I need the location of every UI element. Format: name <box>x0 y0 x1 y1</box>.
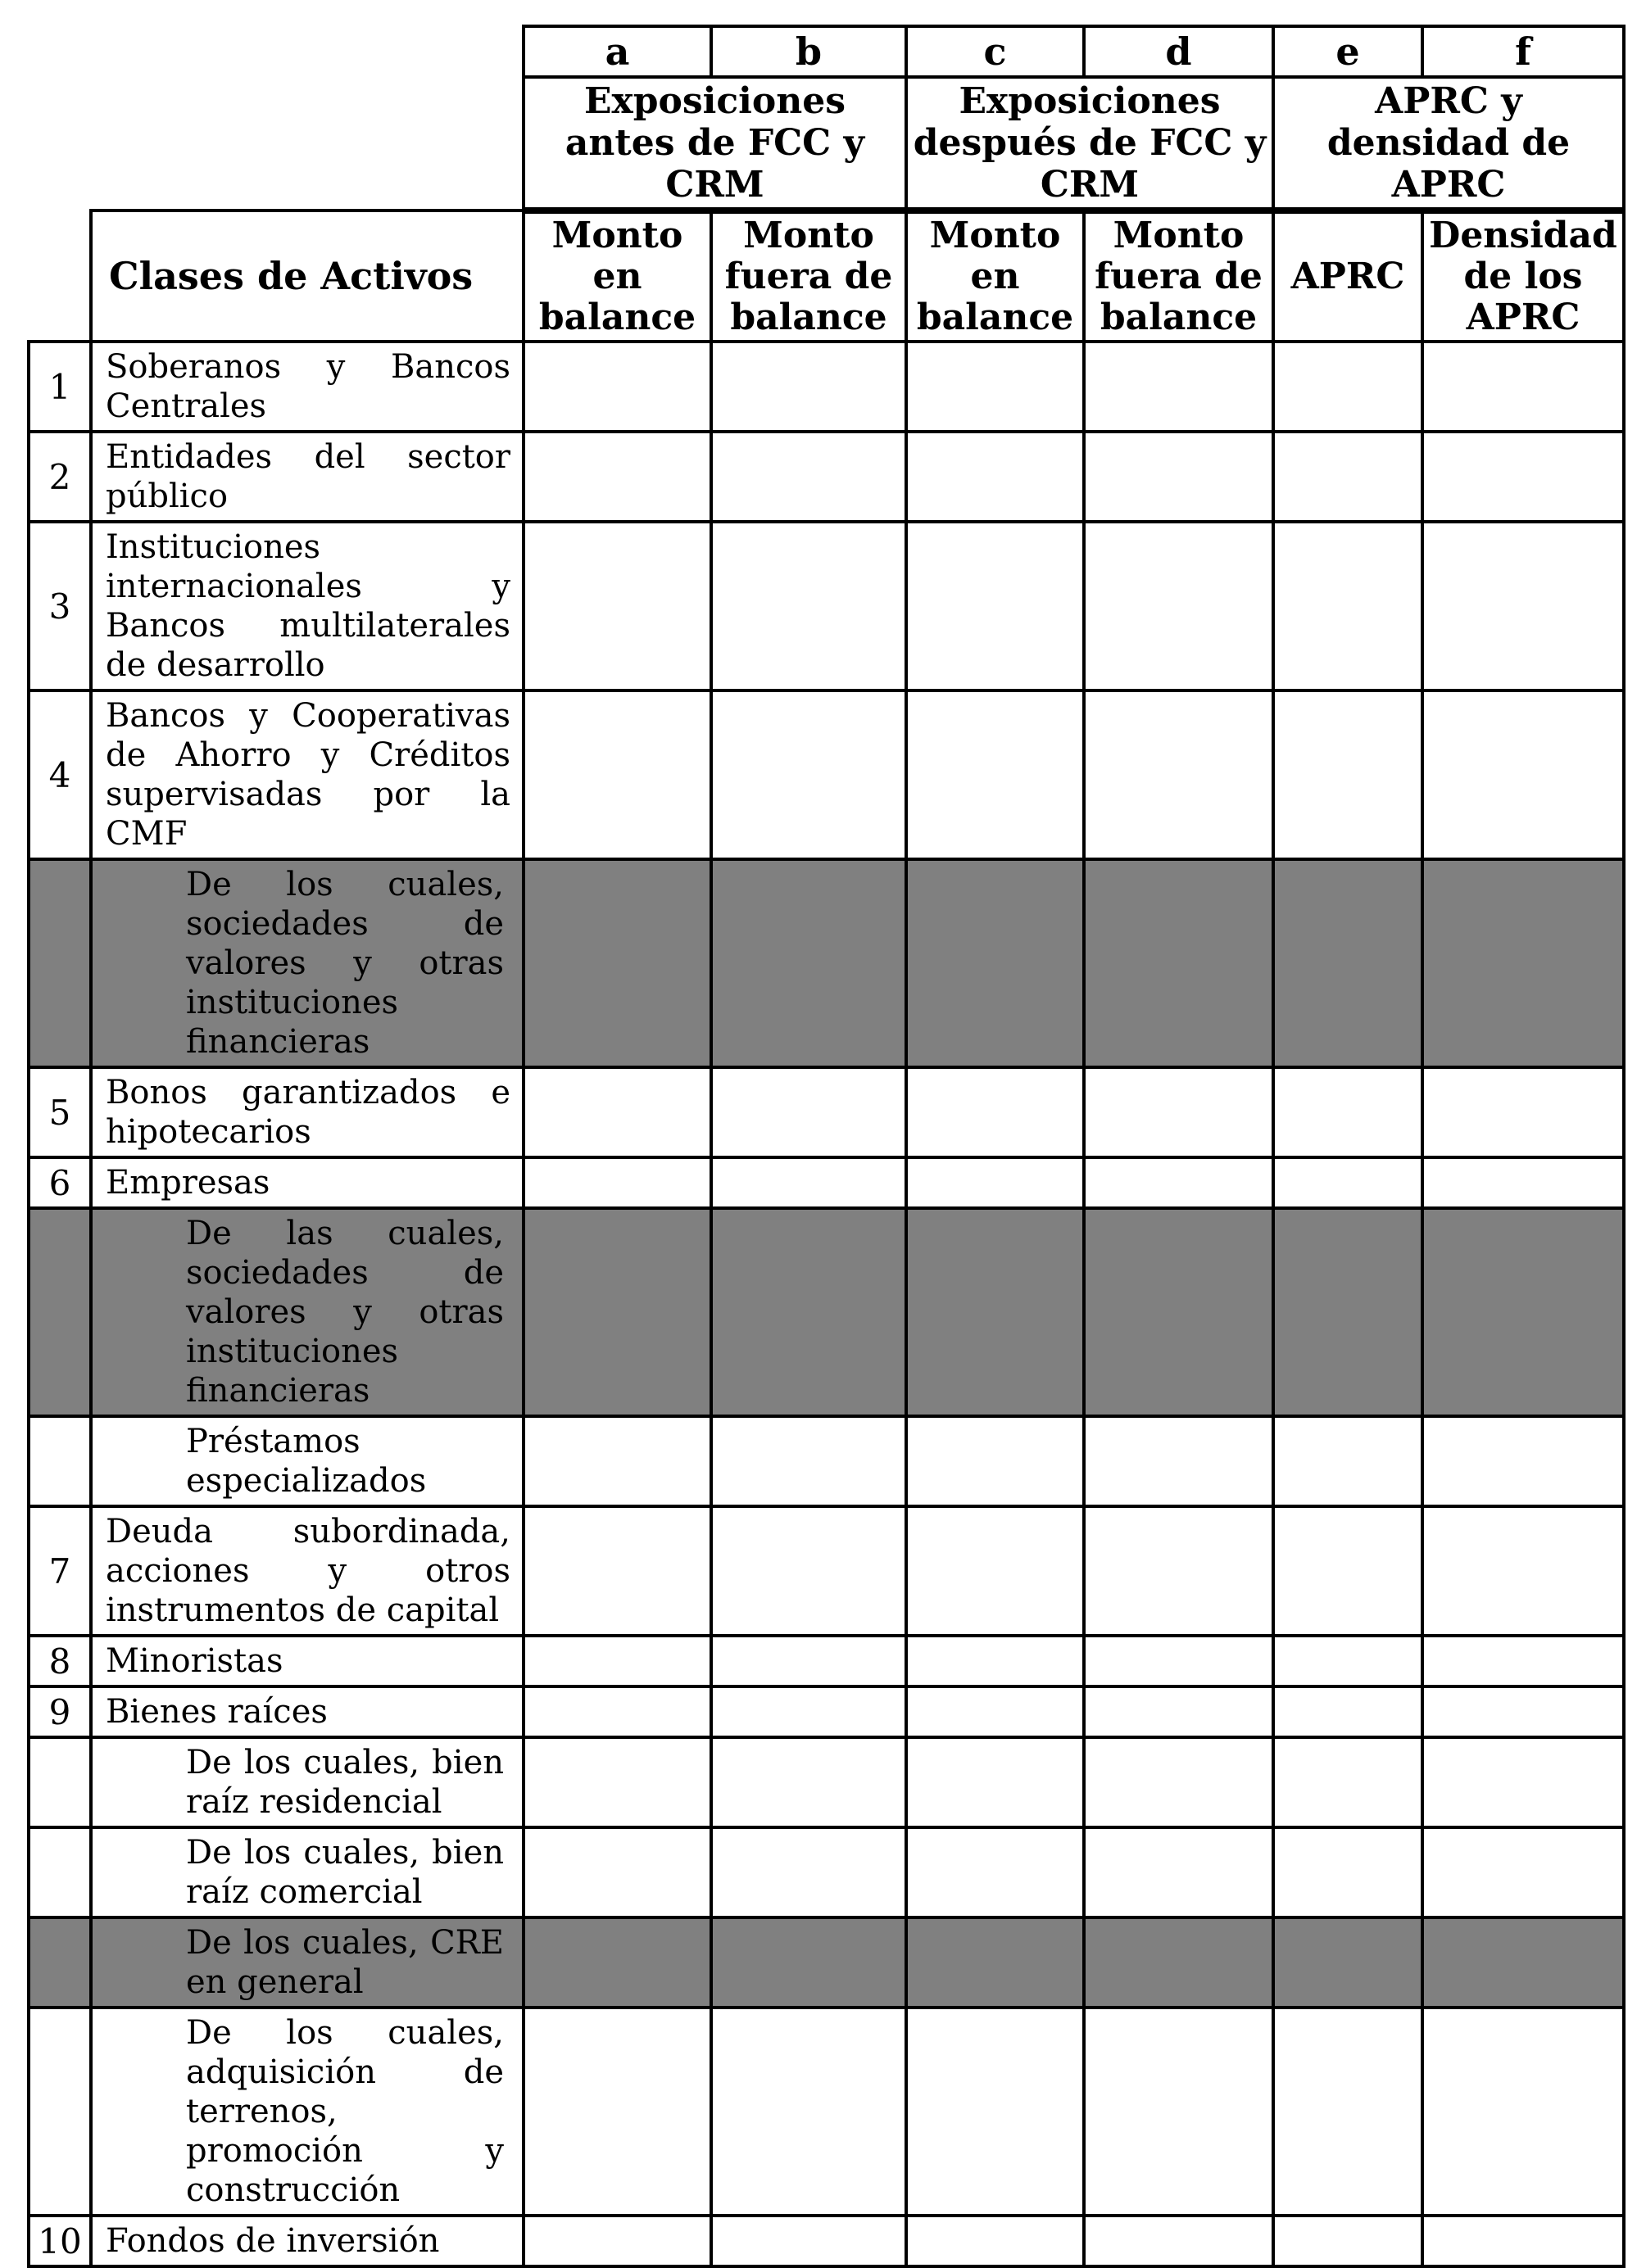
data-cell <box>524 1416 711 1506</box>
data-cell <box>906 1208 1084 1416</box>
data-cell <box>1273 1416 1422 1506</box>
data-cell <box>524 1157 711 1208</box>
column-header-aprc: APRC <box>1273 211 1422 342</box>
column-header-monto-en-balance-a: Monto en balance <box>524 211 711 342</box>
data-cell <box>1273 1157 1422 1208</box>
table-row-highlighted <box>29 1917 1624 2008</box>
asset-class-label: De las cuales, sociedades de valores y otras instituciones financieras <box>91 1208 524 1416</box>
row-number <box>29 1737 91 1827</box>
data-cell <box>906 1686 1084 1737</box>
data-cell <box>1084 1636 1273 1686</box>
table-row <box>29 1416 1624 1506</box>
data-cell <box>711 522 906 690</box>
data-cell <box>1422 1686 1624 1737</box>
data-cell <box>711 2008 906 2216</box>
asset-class-label: Entidades del sector público <box>91 432 524 522</box>
data-cell <box>1422 690 1624 859</box>
group-header-row <box>29 77 1624 211</box>
data-cell <box>1084 1737 1273 1827</box>
data-cell <box>524 2216 711 2266</box>
data-cell <box>1084 432 1273 522</box>
data-cell <box>524 342 711 432</box>
data-cell <box>524 2008 711 2216</box>
data-cell <box>1084 1686 1273 1737</box>
data-cell <box>1084 1827 1273 1917</box>
table-row <box>29 522 1624 690</box>
asset-class-label: De los cuales, CRE en general <box>91 1917 524 2008</box>
table-row <box>29 2008 1624 2216</box>
group-header-exposiciones-despues: Exposiciones después de FCC y CRM <box>906 77 1273 211</box>
data-cell <box>711 1917 906 2008</box>
asset-class-header: Clases de Activos <box>91 211 524 342</box>
row-number: 10 <box>29 2216 91 2266</box>
data-cell <box>1422 1416 1624 1506</box>
row-number <box>29 1917 91 2008</box>
row-number: 2 <box>29 432 91 522</box>
table-row <box>29 1737 1624 1827</box>
data-cell <box>1084 1506 1273 1636</box>
data-cell <box>906 1067 1084 1157</box>
data-cell <box>1084 2216 1273 2266</box>
data-cell <box>1273 432 1422 522</box>
column-header-monto-en-balance-c: Monto en balance <box>906 211 1084 342</box>
asset-class-label: Bancos y Cooperativas de Ahorro y Créditos supervisadas por la CMF <box>91 690 524 859</box>
data-cell <box>906 1506 1084 1636</box>
table-row <box>29 1827 1624 1917</box>
data-cell <box>524 1067 711 1157</box>
asset-class-label: De los cuales, bien raíz comercial <box>91 1827 524 1917</box>
row-number: 9 <box>29 1686 91 1737</box>
column-header-row <box>29 211 1624 342</box>
data-cell <box>711 690 906 859</box>
data-cell <box>1422 1157 1624 1208</box>
column-letter-d: d <box>1084 26 1273 77</box>
data-cell <box>524 1737 711 1827</box>
table-row <box>29 1067 1624 1157</box>
data-cell <box>524 1506 711 1636</box>
column-header-densidad-aprc: Densidad de los APRC <box>1422 211 1624 342</box>
data-cell <box>1084 859 1273 1067</box>
data-cell <box>1422 2216 1624 2266</box>
data-cell <box>524 690 711 859</box>
table-row <box>29 432 1624 522</box>
data-cell <box>1273 859 1422 1067</box>
row-number: 4 <box>29 690 91 859</box>
data-cell <box>906 859 1084 1067</box>
data-cell <box>711 1506 906 1636</box>
asset-class-label: De los cuales, bien raíz residencial <box>91 1737 524 1827</box>
data-cell <box>524 1636 711 1686</box>
data-cell <box>1422 342 1624 432</box>
data-cell <box>1084 1157 1273 1208</box>
data-cell <box>1084 1067 1273 1157</box>
data-cell <box>711 1686 906 1737</box>
asset-class-label: Deuda subordinada, acciones y otros instrumentos de capital <box>91 1506 524 1636</box>
asset-class-label: De los cuales, adquisición de terrenos, promoción y construcción <box>91 2008 524 2216</box>
data-cell <box>1273 1686 1422 1737</box>
data-cell <box>524 522 711 690</box>
data-cell <box>906 522 1084 690</box>
data-cell <box>1084 690 1273 859</box>
header-spacer <box>29 77 524 211</box>
data-cell <box>1273 1827 1422 1917</box>
data-cell <box>1084 522 1273 690</box>
data-cell <box>1422 432 1624 522</box>
data-cell <box>711 859 906 1067</box>
data-cell <box>1273 1636 1422 1686</box>
asset-class-label: Empresas <box>91 1157 524 1208</box>
data-cell <box>1422 859 1624 1067</box>
data-cell <box>711 1416 906 1506</box>
data-cell <box>1422 1917 1624 2008</box>
data-cell <box>711 342 906 432</box>
data-cell <box>1422 522 1624 690</box>
data-cell <box>1422 1067 1624 1157</box>
data-cell <box>906 2216 1084 2266</box>
table-row-highlighted <box>29 1208 1624 1416</box>
data-cell <box>711 2216 906 2266</box>
data-cell <box>1084 1208 1273 1416</box>
row-number <box>29 1208 91 1416</box>
asset-class-label: Préstamos especializados <box>91 1416 524 1506</box>
data-cell <box>1273 1506 1422 1636</box>
header-spacer <box>29 26 524 77</box>
row-number: 8 <box>29 1636 91 1686</box>
data-cell <box>1273 690 1422 859</box>
data-cell <box>711 1067 906 1157</box>
column-header-monto-fuera-balance-d: Monto fuera de balance <box>1084 211 1273 342</box>
data-cell <box>906 1416 1084 1506</box>
data-cell <box>711 1636 906 1686</box>
data-cell <box>1084 1917 1273 2008</box>
column-header-monto-fuera-balance-b: Monto fuera de balance <box>711 211 906 342</box>
data-cell <box>906 1737 1084 1827</box>
table-row <box>29 1157 1624 1208</box>
asset-class-label: Minoristas <box>91 1636 524 1686</box>
data-cell <box>711 432 906 522</box>
data-cell <box>524 859 711 1067</box>
data-cell <box>524 1686 711 1737</box>
asset-class-label: Bonos garantizados e hipotecarios <box>91 1067 524 1157</box>
header-spacer <box>29 211 91 342</box>
data-cell <box>1273 2008 1422 2216</box>
row-number: 6 <box>29 1157 91 1208</box>
table-row <box>29 342 1624 432</box>
data-cell <box>524 1208 711 1416</box>
row-number: 3 <box>29 522 91 690</box>
asset-class-label: De los cuales, sociedades de valores y otras instituciones financieras <box>91 859 524 1067</box>
data-cell <box>906 690 1084 859</box>
data-cell <box>711 1737 906 1827</box>
data-cell <box>906 1917 1084 2008</box>
asset-classes-table <box>27 25 1626 2268</box>
data-cell <box>1273 522 1422 690</box>
data-cell <box>906 2008 1084 2216</box>
column-letter-b: b <box>711 26 906 77</box>
table-row-highlighted <box>29 859 1624 1067</box>
data-cell <box>711 1157 906 1208</box>
data-cell <box>1422 1506 1624 1636</box>
data-cell <box>1273 2216 1422 2266</box>
data-cell <box>1084 342 1273 432</box>
data-cell <box>1422 1636 1624 1686</box>
data-cell <box>524 432 711 522</box>
data-cell <box>1422 2008 1624 2216</box>
asset-class-label: Bienes raíces <box>91 1686 524 1737</box>
data-cell <box>906 432 1084 522</box>
asset-class-label: Instituciones internacionales y Bancos multilaterales de desarrollo <box>91 522 524 690</box>
column-letter-e: e <box>1273 26 1422 77</box>
table-row <box>29 2216 1624 2266</box>
data-cell <box>906 1157 1084 1208</box>
group-header-aprc-densidad: APRC y densidad de APRC <box>1273 77 1624 211</box>
data-cell <box>711 1827 906 1917</box>
data-cell <box>1273 1737 1422 1827</box>
row-number <box>29 2008 91 2216</box>
row-number <box>29 859 91 1067</box>
data-cell <box>1422 1737 1624 1827</box>
table-row <box>29 1506 1624 1636</box>
row-number: 1 <box>29 342 91 432</box>
column-letter-c: c <box>906 26 1084 77</box>
data-cell <box>1084 2008 1273 2216</box>
data-cell <box>1084 1416 1273 1506</box>
asset-class-label: Soberanos y Bancos Centrales <box>91 342 524 432</box>
column-letter-a: a <box>524 26 711 77</box>
data-cell <box>524 1827 711 1917</box>
data-cell <box>524 1917 711 2008</box>
data-cell <box>1273 342 1422 432</box>
data-cell <box>906 342 1084 432</box>
table-row <box>29 690 1624 859</box>
row-number <box>29 1416 91 1506</box>
data-cell <box>1422 1208 1624 1416</box>
data-cell <box>1273 1208 1422 1416</box>
group-header-exposiciones-antes: Exposiciones antes de FCC y CRM <box>524 77 906 211</box>
table-row <box>29 1686 1624 1737</box>
column-letter-f: f <box>1422 26 1624 77</box>
data-cell <box>1422 1827 1624 1917</box>
data-cell <box>1273 1067 1422 1157</box>
data-cell <box>906 1636 1084 1686</box>
row-number: 5 <box>29 1067 91 1157</box>
table-row <box>29 1636 1624 1686</box>
data-cell <box>1273 1917 1422 2008</box>
data-cell <box>906 1827 1084 1917</box>
data-cell <box>711 1208 906 1416</box>
column-letter-row <box>29 26 1624 77</box>
row-number: 7 <box>29 1506 91 1636</box>
row-number <box>29 1827 91 1917</box>
asset-class-label: Fondos de inversión <box>91 2216 524 2266</box>
